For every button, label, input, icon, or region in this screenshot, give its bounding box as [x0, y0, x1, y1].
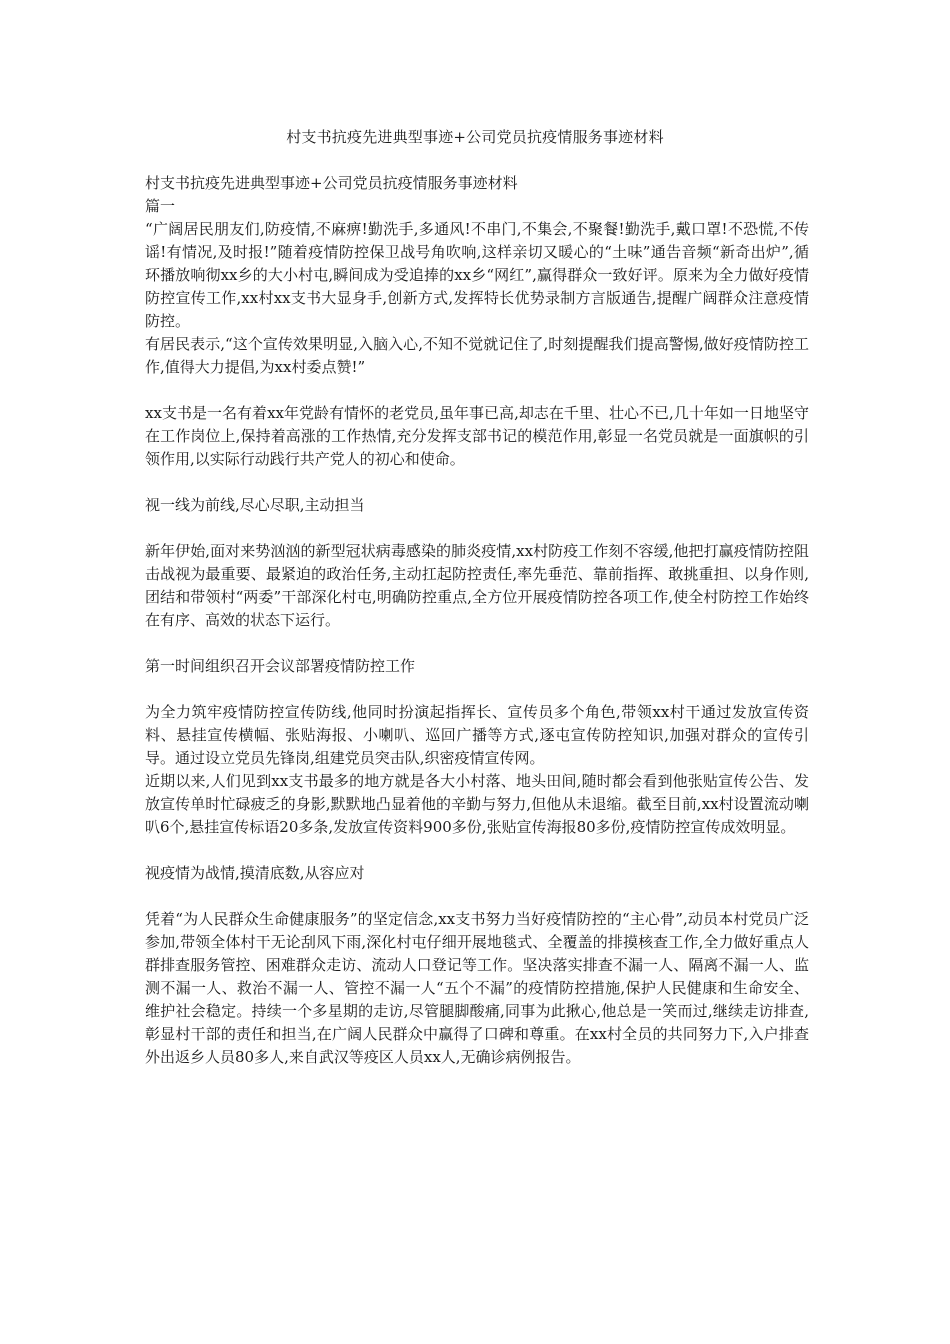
paragraph-spacer [145, 632, 809, 655]
section-heading-meeting: 第一时间组织召开会议部署疫情防控工作 [145, 657, 416, 675]
paragraph-spacer [145, 517, 809, 540]
paragraph-recent: 近期以来,人们见到xx支书最多的地方就是各大小村落、地头田间,随时都会看到他张贴宣传公告、发放宣传单时忙碌疲乏的身影,默默地凸显着他的辛勤与努力,但他从未退缩。截至目前,xx村设置流动喇叭6个,悬挂宣传标语20多条,发放宣传资料900多份,张贴宣传海报80多份,疫情防控宣传成效明显。 [145, 772, 809, 836]
paragraph-spacer [145, 678, 809, 701]
paragraph-spacer [145, 885, 809, 908]
paragraph-publicity: 为全力筑牢疫情防控宣传防线,他同时扮演起指挥长、宣传员多个角色,带领xx村干通过发放宣传资料、悬挂宣传横幅、张贴海报、小喇叭、巡回广播等方式,逐屯宣传防控知识,加强对群众的宣传引导。通过设立党员先锋岗,组建党员突击队,织密疫情宣传网。 [145, 703, 809, 767]
paragraph-spacer [145, 379, 809, 402]
paragraph-spacer [145, 471, 809, 494]
paragraph-intro: “广阔居民朋友们,防疫情,不麻痹!勤洗手,多通风!不串门,不集会,不聚餐!勤洗手,戴口罩!不恐慌,不传谣!有情况,及时报!”随着疫情防控保卫战号角吹响,这样亲切又暖心的“土味”通告音频“新奇出炉”,循环播放响彻xx乡的大小村屯,瞬间成为受追捧的xx乡“网红”,赢得群众一致好评。原来为全力做好疫情防控宣传工作,xx村xx支书大显身手,创新方式,发挥特长优势录制方言版通告,提醒广阔群众注意疫情防控。 [145, 220, 809, 330]
section-label: 篇一 [145, 197, 176, 215]
paragraph-profile: xx支书是一名有着xx年党龄有情怀的老党员,虽年事已高,却志在千里、壮心不已,几十年如一日地坚守在工作岗位上,保持着高涨的工作热情,充分发挥支部书记的模范作用,彰显一名党员就是一面旗帜的引领作用,以实际行动践行共产党人的初心和使命。 [145, 404, 809, 468]
document-body [145, 172, 809, 1069]
paragraph-resident-quote: 有居民表示,“这个宣传效果明显,入脑入心,不知不觉就记住了,时刻提醒我们提高警惕,做好疫情防控工作,值得大力提倡,为xx村委点赞!” [145, 335, 809, 376]
paragraph-spacer [145, 839, 809, 862]
paragraph-investigation: 凭着“为人民群众生命健康服务”的坚定信念,xx支书努力当好疫情防控的“主心骨”,动员本村党员广泛参加,带领全体村干无论刮风下雨,深化村屯仔细开展地毯式、全覆盖的排摸核查工作,全力做好重点人群排查服务管控、困难群众走访、流动人口登记等工作。坚决落实排查不漏一人、隔离不漏一人、监测不漏一人、救治不漏一人、管控不漏一人“五个不漏”的疫情防控措施,保护人民健康和生命安全、维护社会稳定。持续一个多星期的走访,尽管腿脚酸痛,同事为此揪心,他总是一笑而过,继续走访排查,彰显村干部的责任和担当,在广阔人民群众中赢得了口碑和尊重。在xx村全员的共同努力下,入户排查外出返乡人员80多人,来自武汉等疫区人员xx人,无确诊病例报告。 [145, 910, 809, 1066]
paragraph-new-year: 新年伊始,面对来势汹汹的新型冠状病毒感染的肺炎疫情,xx村防疫工作刻不容缓,他把打赢疫情防控阻击战视为最重要、最紧迫的政治任务,主动扛起防控责任,率先垂范、靠前指挥、敢挑重担、以身作则,团结和带领村“两委”干部深化村屯,明确防控重点,全方位开展疫情防控各项工作,使全村防控工作始终在有序、高效的状态下运行。 [145, 542, 809, 629]
document-subtitle: 村支书抗疫先进典型事迹+公司党员抗疫情服务事迹材料 [145, 174, 518, 192]
section-heading-frontline: 视一线为前线,尽心尽职,主动担当 [145, 496, 365, 514]
document-title: 村支书抗疫先进典型事迹+公司党员抗疫情服务事迹材料 [286, 128, 664, 146]
section-heading-battle: 视疫情为战情,摸清底数,从容应对 [145, 864, 365, 882]
